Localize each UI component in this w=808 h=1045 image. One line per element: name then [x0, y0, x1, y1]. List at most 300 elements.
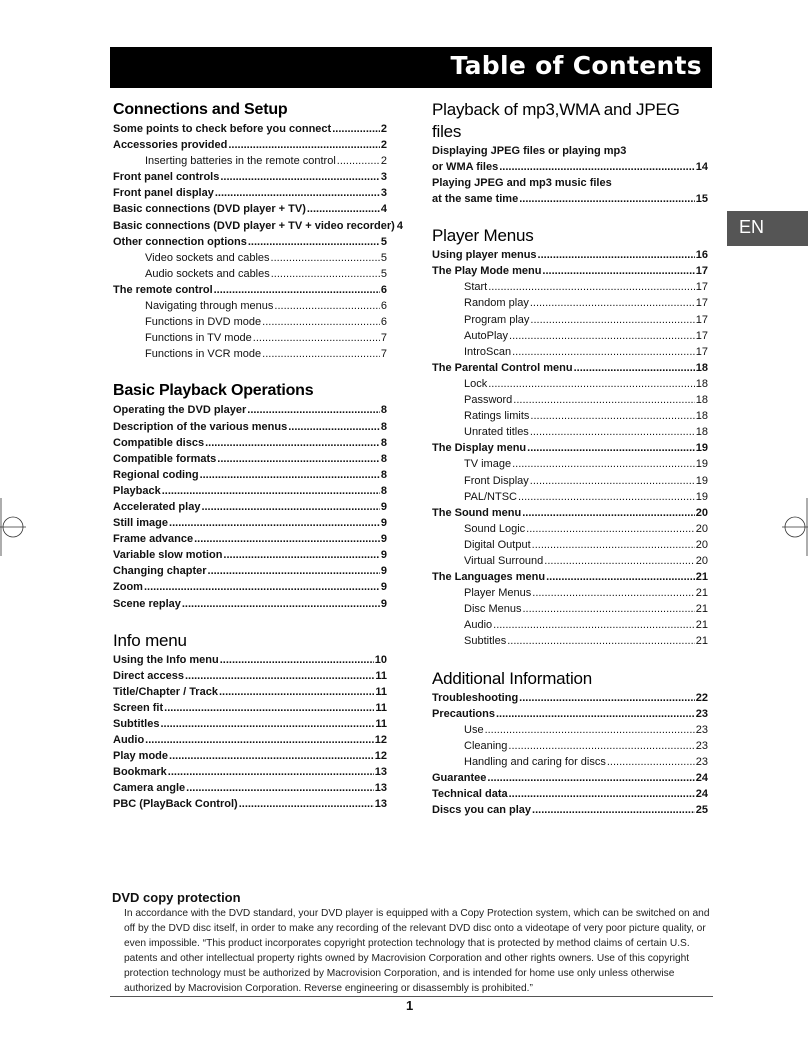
- toc-entry-label: Compatible formats: [113, 452, 217, 465]
- toc-entry[interactable]: [113, 137, 387, 153]
- toc-entry-label: Lock: [464, 377, 488, 390]
- toc-subentry[interactable]: [432, 521, 708, 537]
- leader-dots: [223, 547, 379, 563]
- leader-dots: [530, 408, 694, 424]
- section-heading-player-menus: Player Menus: [432, 226, 534, 246]
- toc-entry[interactable]: [113, 531, 387, 547]
- toc-subentry[interactable]: [432, 754, 708, 770]
- toc-entry-page: 9: [380, 549, 387, 562]
- toc-entry-label: Changing chapter: [113, 565, 207, 578]
- toc-entry-page: 4: [380, 203, 387, 216]
- language-tab-label: EN: [739, 217, 765, 237]
- toc-entry-label: Description of the various menus: [113, 420, 288, 433]
- toc-entry-label: The Languages menu: [432, 571, 546, 584]
- toc-entry-label: Inserting batteries in the remote control: [145, 155, 336, 168]
- leader-dots: [262, 346, 380, 362]
- toc-entry-label: Bookmark: [113, 766, 167, 779]
- toc-entry-page: 9: [380, 581, 387, 594]
- toc-entry-label: Functions in DVD mode: [145, 316, 262, 329]
- section-heading-connections-and-setup: Connections and Setup: [113, 101, 288, 118]
- leader-dots: [185, 668, 374, 684]
- toc-entry-page: 9: [380, 565, 387, 578]
- toc-entry-label: Digital Output: [464, 538, 531, 551]
- leader-dots: [248, 234, 380, 250]
- section-heading-playback-of-mp3-wma-and-jpeg-files: Playback of mp3,WMA and JPEG files: [432, 100, 680, 141]
- toc-subentry[interactable]: [432, 722, 708, 738]
- toc-subentry[interactable]: [432, 537, 708, 553]
- toc-entry-page: 20: [695, 506, 708, 519]
- toc-subentry[interactable]: [113, 298, 387, 314]
- toc-entry[interactable]: [113, 499, 387, 515]
- toc-entry-label: The remote control: [113, 283, 213, 296]
- toc-entry-label: Functions in TV mode: [145, 332, 252, 345]
- toc-subentry[interactable]: [432, 473, 708, 489]
- toc-entry[interactable]: [113, 218, 403, 234]
- toc-subentry[interactable]: [432, 617, 708, 633]
- toc-right-column: [432, 99, 708, 818]
- toc-entry[interactable]: [113, 234, 387, 250]
- toc-entry-page: 9: [380, 517, 387, 530]
- section-heading-basic-playback-operations: Basic Playback Operations: [113, 382, 314, 400]
- toc-subentry[interactable]: [113, 266, 387, 282]
- toc-entry-page: 23: [695, 723, 708, 736]
- toc-subentry[interactable]: [113, 346, 387, 362]
- toc-entry-page: 9: [380, 597, 387, 610]
- toc-entry[interactable]: [113, 748, 387, 764]
- toc-entry[interactable]: [113, 684, 387, 700]
- toc-entry-page: 17: [695, 281, 708, 294]
- toc-entry-label: Virtual Surround: [464, 554, 544, 567]
- toc-entry-row: [432, 191, 708, 207]
- toc-subentry[interactable]: [113, 330, 387, 346]
- toc-entry[interactable]: [432, 440, 708, 456]
- leader-dots: [530, 295, 695, 311]
- leader-dots: [526, 521, 695, 537]
- toc-left-column: [113, 99, 403, 813]
- toc-entry-page: 13: [374, 798, 387, 811]
- toc-entry-page: 17: [695, 345, 708, 358]
- toc-subentry[interactable]: [432, 489, 708, 505]
- footer-rule: [110, 996, 713, 997]
- toc-entry-label: Front Display: [464, 474, 529, 487]
- toc-entry-page: 19: [695, 490, 708, 503]
- toc-entry-label: Title/Chapter / Track: [113, 685, 218, 698]
- toc-subentry[interactable]: [432, 585, 708, 601]
- toc-entry-label: AutoPlay: [464, 329, 509, 342]
- toc-subentry[interactable]: [432, 424, 708, 440]
- title-banner: [110, 47, 712, 88]
- toc-entry-page: 11: [375, 685, 387, 698]
- toc-entry-label: Variable slow motion: [113, 549, 223, 562]
- toc-entry-page: 20: [695, 554, 708, 567]
- toc-entry-page: 21: [695, 635, 708, 648]
- leader-dots: [337, 153, 380, 169]
- toc-entry-page: 19: [695, 474, 708, 487]
- toc-entry-page: 2: [380, 139, 387, 152]
- toc-subentry[interactable]: [113, 314, 387, 330]
- toc-entry-label: Accessories provided: [113, 139, 228, 152]
- toc-entry-page: 17: [695, 297, 708, 310]
- toc-entry-page: 5: [380, 251, 387, 264]
- toc-entry[interactable]: [113, 467, 387, 483]
- leader-dots: [513, 392, 694, 408]
- registration-mark-right-icon: [782, 498, 808, 556]
- toc-subentry[interactable]: [432, 408, 708, 424]
- toc-entry[interactable]: [432, 175, 708, 207]
- toc-entry-page: 6: [380, 300, 387, 313]
- toc-entry[interactable]: [113, 402, 387, 418]
- toc-entry-page: 18: [695, 426, 708, 439]
- leader-dots: [145, 732, 374, 748]
- toc-entry[interactable]: [432, 786, 708, 802]
- toc-entry-label: Regional coding: [113, 468, 199, 481]
- toc-entry[interactable]: [113, 579, 387, 595]
- toc-entry-page: 7: [380, 348, 387, 361]
- toc-entry-label: PAL/NTSC: [464, 490, 517, 503]
- leader-dots: [307, 201, 380, 217]
- leader-dots: [493, 617, 695, 633]
- toc-subentry[interactable]: [432, 279, 708, 295]
- toc-entry-page: 20: [695, 538, 708, 551]
- leader-dots: [220, 652, 374, 668]
- leader-dots: [532, 537, 695, 553]
- leader-dots: [522, 601, 694, 617]
- toc-entry-page: 12: [374, 750, 387, 763]
- leader-dots: [253, 330, 380, 346]
- section-spacer: [113, 362, 387, 380]
- leader-dots: [214, 282, 380, 298]
- leader-dots: [512, 456, 695, 472]
- toc-entry-label: Frame advance: [113, 533, 194, 546]
- toc-entry-label: Direct access: [113, 669, 184, 682]
- leader-dots: [485, 722, 695, 738]
- toc-subentry[interactable]: [432, 312, 708, 328]
- toc-entry-page: 18: [695, 377, 708, 390]
- toc-entry[interactable]: [113, 547, 387, 563]
- leader-dots: [215, 185, 380, 201]
- toc-entry-page: 11: [375, 718, 387, 730]
- leader-dots: [160, 716, 374, 732]
- toc-entry-label: Basic connections (DVD player + TV): [113, 203, 306, 216]
- toc-entry-label: Technical data: [432, 788, 508, 801]
- toc-entry-label: Start: [464, 281, 488, 294]
- toc-entry-page: 8: [380, 484, 387, 497]
- toc-entry-label: The Parental Control menu: [432, 361, 573, 374]
- leader-dots: [530, 424, 695, 440]
- toc-entry-page: 3: [380, 171, 387, 184]
- leader-dots: [169, 748, 374, 764]
- toc-entry-page: 21: [695, 571, 708, 584]
- toc-entry-page: 17: [695, 313, 708, 326]
- toc-entry-page: 17: [695, 329, 708, 342]
- leader-dots: [205, 435, 380, 451]
- leader-dots: [164, 700, 374, 716]
- toc-subentry[interactable]: [432, 295, 708, 311]
- toc-subentry[interactable]: [432, 601, 708, 617]
- toc-entry-label: Audio sockets and cables: [145, 267, 270, 280]
- toc-entry-label: Use: [464, 723, 484, 736]
- toc-entry-label: Front panel display: [113, 187, 214, 200]
- leader-dots: [508, 738, 694, 754]
- toc-entry-label: Navigating through menus: [145, 300, 274, 313]
- toc-entry-page: 22: [695, 691, 708, 704]
- toc-entry-label: Still image: [113, 517, 169, 530]
- leader-dots: [182, 596, 380, 612]
- toc-subentry[interactable]: [432, 456, 708, 472]
- toc-entry-page: 25: [695, 804, 708, 817]
- section-spacer: [432, 650, 708, 668]
- toc-entry[interactable]: [432, 690, 708, 706]
- leader-dots: [487, 770, 694, 786]
- toc-entry-page: 2: [380, 155, 387, 168]
- toc-entry-label: Using player menus: [432, 249, 537, 262]
- toc-entry-label: Play mode: [113, 750, 169, 763]
- toc-entry-page: 7: [380, 332, 387, 345]
- toc-entry-page: 11: [375, 701, 387, 714]
- leader-dots: [201, 499, 379, 515]
- toc-entry[interactable]: [113, 201, 387, 217]
- section-spacer: [432, 207, 708, 225]
- toc-entry[interactable]: [113, 652, 387, 668]
- toc-entry[interactable]: [113, 185, 387, 201]
- toc-entry[interactable]: [113, 563, 387, 579]
- toc-entry-label: Operating the DVD player: [113, 404, 247, 417]
- toc-entry[interactable]: [432, 706, 708, 722]
- toc-entry-label: Ratings limits: [464, 410, 530, 423]
- toc-subentry[interactable]: [432, 392, 708, 408]
- section-heading-additional-information: Additional Information: [432, 668, 593, 688]
- toc-entry-label: Handling and caring for discs: [464, 755, 606, 768]
- leader-dots: [532, 585, 694, 601]
- leader-dots: [208, 563, 380, 579]
- toc-entry-page: 3: [380, 187, 387, 200]
- toc-entry-label: TV image: [464, 458, 512, 471]
- toc-entry-page: 8: [380, 452, 387, 465]
- toc-entry-label: Playback: [113, 484, 161, 497]
- toc-entry[interactable]: [113, 716, 387, 732]
- leader-dots: [607, 754, 695, 770]
- toc-entry-label: Password: [464, 394, 513, 407]
- leader-dots: [186, 780, 374, 796]
- toc-entry-page: 16: [695, 249, 708, 262]
- toc-entry-page: 15: [695, 193, 708, 206]
- leader-dots: [546, 569, 695, 585]
- toc-entry-page: 9: [380, 533, 387, 546]
- leader-dots: [496, 706, 695, 722]
- copy-protection-text: In accordance with the DVD standard, your DVD player is equipped with a Copy Protection system, which can be switched on and off by the DVD disc itself, in order to make any recording of the relevant DVD disc onto a videotape of very poor picture quality, or even impossible. “This product incorporates copyright protection technology that is protected by method claims of certain U.S. patents and other intellectual property rights owned by Macrovision Corporation and other rights owners. Use of this copyright protection technology must be authorized by Macrovision Corporation, and is intended for home use only unless otherwise authorized by Macrovision Corporation. Reverse engineering or disassembly is prohibited.”: [124, 908, 710, 994]
- toc-entry[interactable]: [113, 419, 387, 435]
- toc-entry[interactable]: [113, 764, 387, 780]
- toc-entry[interactable]: [113, 668, 387, 684]
- toc-entry[interactable]: [432, 263, 708, 279]
- leader-dots: [262, 314, 380, 330]
- toc-entry[interactable]: [113, 596, 387, 612]
- toc-subentry[interactable]: [432, 376, 708, 392]
- toc-entry[interactable]: [113, 700, 387, 716]
- toc-subentry[interactable]: [432, 328, 708, 344]
- leader-dots: [194, 531, 380, 547]
- toc-entry-page: 19: [695, 442, 708, 455]
- toc-entry-page: 10: [374, 653, 387, 666]
- toc-entry[interactable]: [432, 360, 708, 376]
- toc-entry-label: Basic connections (DVD player + TV + video recorder): [113, 219, 395, 232]
- toc-entry-page: 6: [380, 316, 387, 329]
- toc-entry-label: Cleaning: [464, 739, 508, 752]
- toc-subentry[interactable]: [432, 344, 708, 360]
- leader-dots: [538, 247, 695, 263]
- toc-entry-page: 5: [380, 267, 387, 280]
- leader-dots: [542, 263, 694, 279]
- toc-subentry[interactable]: [432, 738, 708, 754]
- toc-entry-label: Player Menus: [464, 587, 532, 600]
- toc-entry[interactable]: [432, 569, 708, 585]
- leader-dots: [220, 169, 380, 185]
- toc-entry-label: Front panel controls: [113, 171, 220, 184]
- toc-entry-page: 23: [695, 755, 708, 768]
- toc-entry-label: Other connection options: [113, 235, 247, 248]
- leader-dots: [217, 451, 380, 467]
- leader-dots: [488, 279, 695, 295]
- leader-dots: [219, 684, 374, 700]
- toc-entry-page: 8: [380, 420, 387, 433]
- leader-dots: [530, 473, 695, 489]
- toc-entry-page: 19: [695, 458, 708, 471]
- leader-dots: [228, 137, 380, 153]
- toc-entry[interactable]: [113, 780, 387, 796]
- leader-dots: [519, 191, 695, 207]
- toc-subentry[interactable]: [113, 153, 387, 169]
- toc-entry-label: Scene replay: [113, 597, 181, 610]
- copy-protection-notice: [112, 890, 712, 996]
- leader-dots: [274, 298, 379, 314]
- toc-entry-label: Program play: [464, 313, 530, 326]
- toc-entry[interactable]: [432, 143, 708, 175]
- toc-entry-label: Accelerated play: [113, 500, 201, 513]
- toc-subentry[interactable]: [432, 553, 708, 569]
- leader-dots: [200, 467, 380, 483]
- toc-entry-label-continued: or WMA files: [432, 161, 499, 173]
- toc-entry-page: 18: [695, 361, 708, 374]
- toc-entry-label: IntroScan: [464, 345, 512, 358]
- leader-dots: [271, 250, 380, 266]
- toc-entry-page: 13: [374, 766, 387, 779]
- toc-entry-row: [432, 159, 708, 175]
- toc-entry-page: 21: [695, 619, 708, 632]
- toc-entry-page: 24: [695, 788, 708, 801]
- toc-entry-page: 17: [695, 265, 708, 278]
- toc-entry-page: 18: [695, 410, 708, 423]
- toc-entry-page: 20: [695, 522, 708, 535]
- toc-entry-page: 11: [375, 669, 387, 682]
- toc-entry-label: Playing JPEG and mp3 music files: [432, 177, 612, 190]
- leader-dots: [488, 376, 695, 392]
- toc-entry-label: Some points to check before you connect: [113, 123, 332, 135]
- toc-entry-page: 18: [695, 394, 708, 407]
- toc-entry[interactable]: [432, 505, 708, 521]
- toc-entry[interactable]: [113, 483, 387, 499]
- leader-dots: [168, 764, 374, 780]
- leader-dots: [162, 483, 380, 499]
- toc-entry[interactable]: [113, 796, 387, 812]
- toc-entry[interactable]: [113, 282, 387, 298]
- leader-dots: [519, 690, 695, 706]
- leader-dots: [574, 360, 695, 376]
- leader-dots: [247, 402, 380, 418]
- toc-entry-label: Audio: [464, 619, 493, 632]
- copy-protection-title: DVD copy protection: [112, 890, 241, 905]
- toc-entry-label: Discs you can play: [432, 804, 532, 817]
- leader-dots: [532, 802, 695, 818]
- toc-entry-page: 21: [695, 587, 708, 600]
- toc-entry-label: PBC (PlayBack Control): [113, 798, 238, 811]
- toc-entry[interactable]: [113, 451, 387, 467]
- toc-entry-page: 8: [380, 468, 387, 481]
- toc-entry-label: The Play Mode menu: [432, 265, 542, 278]
- toc-subentry[interactable]: [113, 250, 387, 266]
- toc-entry-page: 6: [380, 283, 387, 296]
- toc-entry-label-continued: at the same time: [432, 193, 519, 206]
- leader-dots: [527, 440, 695, 456]
- leader-dots: [499, 159, 695, 175]
- leader-dots: [522, 505, 695, 521]
- toc-entry-page: 8: [380, 436, 387, 449]
- toc-entry-label: Camera angle: [113, 782, 186, 795]
- toc-entry[interactable]: [113, 169, 387, 185]
- leader-dots: [530, 312, 694, 328]
- toc-entry-label: Disc Menus: [464, 603, 522, 616]
- toc-entry-page: 5: [380, 235, 387, 248]
- leader-dots: [507, 633, 695, 649]
- toc-entry-label: Video sockets and cables: [145, 251, 270, 264]
- toc-entry-page: 4: [396, 219, 403, 232]
- toc-entry[interactable]: [113, 435, 387, 451]
- toc-entry-label: Precautions: [432, 707, 495, 720]
- toc-entry[interactable]: [113, 515, 387, 531]
- toc-entry[interactable]: [432, 247, 708, 263]
- leader-dots: [169, 515, 380, 531]
- toc-entry[interactable]: [113, 121, 387, 137]
- toc-entry[interactable]: [432, 770, 708, 786]
- toc-entry-label: Troubleshooting: [432, 691, 519, 704]
- language-tab: [727, 211, 808, 246]
- leader-dots: [332, 121, 380, 137]
- toc-entry[interactable]: [113, 732, 387, 748]
- leader-dots: [288, 419, 380, 435]
- toc-entry-label: Unrated titles: [464, 426, 529, 439]
- toc-entry-label: Subtitles: [113, 718, 160, 730]
- toc-entry-label: The Sound menu: [432, 506, 522, 519]
- leader-dots: [509, 786, 695, 802]
- leader-dots: [271, 266, 380, 282]
- toc-entry-label: Zoom: [113, 581, 143, 594]
- section-heading-info-menu: Info menu: [113, 630, 187, 650]
- leader-dots: [518, 489, 695, 505]
- toc-entry-label: Displaying JPEG files or playing mp3: [432, 145, 627, 157]
- toc-entry-label: The Display menu: [432, 442, 527, 455]
- toc-entry-label: Using the Info menu: [113, 653, 219, 666]
- toc-subentry[interactable]: [432, 633, 708, 649]
- toc-entry-label: Screen fit: [113, 701, 164, 714]
- registration-mark-left-icon: [0, 498, 26, 556]
- toc-entry-label: Compatible discs: [113, 436, 205, 449]
- leader-dots: [512, 344, 695, 360]
- toc-entry[interactable]: [432, 802, 708, 818]
- toc-entry-page: 13: [374, 782, 387, 795]
- toc-entry-label: Subtitles: [464, 635, 507, 648]
- toc-entry-page: 8: [380, 404, 387, 417]
- toc-entry-page: 24: [695, 772, 708, 784]
- leader-dots: [509, 328, 695, 344]
